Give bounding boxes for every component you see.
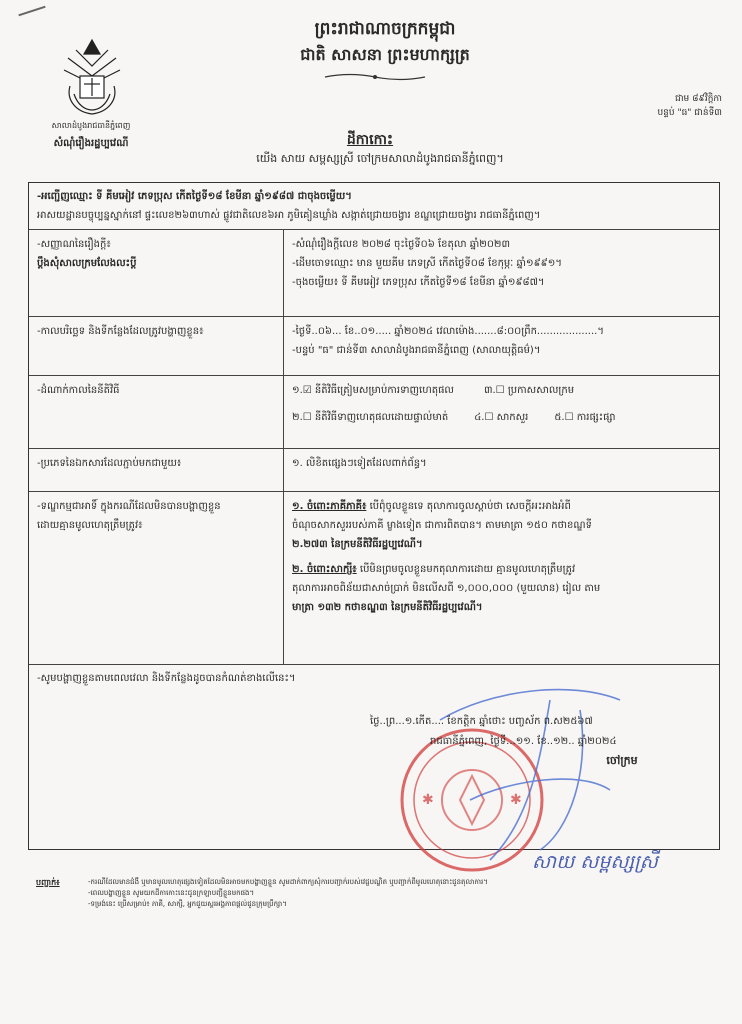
stage-option-preparatory: ១.☑ នីតិវិធីត្រៀមសម្រាប់ការទាញហេតុផល [292, 385, 454, 396]
stage-label: -ដំណាក់កាលនៃនីតិវិធី [37, 385, 120, 396]
ornament-divider-icon [320, 72, 430, 82]
schedule-label: -កាលបរិច្ឆេទ និងទីកន្លែងដែលត្រូវបង្ហាញខ្លួន៖ [37, 326, 204, 337]
case-row [29, 230, 719, 317]
court-name: សាលាដំបូងរាជធានីភ្នំពេញ [51, 121, 131, 130]
motto-heading: ជាតិ សាសនា ព្រះមហាក្សត្រ [300, 45, 470, 64]
schedule-row [29, 317, 719, 376]
kingdom-heading: ព្រះរាជាណាចក្រកម្ពុជា [314, 19, 456, 39]
closing-instruction: -សូមបង្ហាញខ្លួនតាមពេលវេលា និងទីកន្លែងដូចបានកំណត់ខាងលើនេះ។ [37, 673, 296, 684]
penalty-witness-text-2: តុលាការអាចពិន័យជាសាច់ប្រាក់ មិនលើសពី ១,០០០,០០០ (មួយលាន) រៀល តាម [292, 583, 601, 594]
signer-name: សាយ សម្ពស្សស្រី [532, 851, 658, 873]
reference-number: ជាម ៨៩វិក្តិកា [674, 94, 722, 104]
stage-option-oral: ២.☐ នីតិវិធីទាញហេតុផលដោយផ្ទាល់មាត់ [292, 412, 449, 423]
reference-room: បន្ទប់ "ធ" ជាន់ទី៣ [657, 108, 722, 118]
note-3: -ទម្រង់នេះ ប្រើសម្រាប់៖ ភាគី, សាក្សី, អ្នកជួយស្គរអង្គភាពផ្តល់ជូនក្រុមប្រឹក្សា។ [88, 900, 287, 908]
reference-block [612, 92, 722, 120]
note-2: -ពេលបង្ហាញខ្លួន សូមយកដីកាកោះនេះជូនក្រឡាបញ្ជីខ្លួនមកផង។ [88, 889, 255, 897]
signer-role: ចៅក្រម [606, 754, 638, 767]
attached-documents-row [29, 449, 719, 492]
note-1: -ករណីដែលមានជំងឺ ឬមានមូលហេតុផ្សេងទៀតដែលមិនអាចមកបង្ហាញខ្លួន សូមដាក់ពាក្យសុំការបញ្ជាក់របស់វេជ្ជបណ្ឌិត ឬបញ្ជាក់ពីមូលហេតុនោះជូនតុលាការ។ [88, 878, 488, 886]
signature-block [370, 712, 710, 752]
issuing-judge-line: យើង សាយ សម្ពស្សស្រី ចៅក្រមសាលាដំបូងរាជធានីភ្នំពេញ។ [256, 152, 504, 165]
notes [88, 877, 648, 910]
penalty-witness-title: ២. ចំពោះសាក្សី៖ [292, 564, 357, 575]
penalty-witness-text: បើមិនព្រមចូលខ្លួនមកតុលាការដោយ គ្មានមូលហេតុត្រឹមត្រូវ [359, 564, 576, 575]
place-date: រាជធានីភ្នំពេញ, ថ្ងៃទី...១១. ខែ..១២.. ឆ្នាំ២០២៤ [430, 736, 617, 747]
lunar-date: ថ្ងៃ..ព្រ...១.កើត.... ខែកត្តិក ឆ្នាំថោះ បញ្ចស័ក ព.ស២៥៦៧ [370, 716, 593, 727]
penalty-label-cont: ដោយគ្មានមូលហេតុត្រឹមត្រូវ៖ [37, 520, 143, 531]
penalty-party-text: បើពុំចូលខ្លួនទេ តុលាការចូលស្តាប់ថា សេចក្តីអះអាងអំពី [369, 501, 571, 512]
penalty-party-text-2: ចំណុចសាកសួររបស់ភាគី ម្ខាងទៀត ជាការពិតបាន។ តាមមាត្រា ១៥០ កថាខណ្ឌទី [292, 520, 592, 531]
court-emblem-icon [56, 36, 128, 122]
stage-option-conciliation: ៥.☐ ការផ្សះផ្សា [554, 412, 616, 423]
stage-option-inquiry: ៤.☐ សាកសួរ [474, 412, 529, 423]
notes-label: បញ្ជាក់៖ [36, 878, 60, 887]
penalty-party-text-3: ២.២៧៣ នៃក្រមនីតិវិធីរដ្ឋប្បវេណី។ [292, 539, 423, 550]
penalty-label: -ទណ្ឌកម្មជាអាទិ៍ ក្នុងករណីដែលមិនបានបង្ហាញខ្លួន [37, 501, 221, 512]
plaintiff: -ដើមចោទឈ្មោះ មាន មួយគីម ភេទស្រី កើតថ្ងៃទី០៨ ខែកុម្ភៈ ឆ្នាំ១៩៩១។ [292, 258, 562, 269]
case-category: សំណុំរឿងរដ្ឋប្បវេណី [53, 138, 129, 149]
stage-option-judgment: ៣.☐ ប្រកាសសាលក្រម [483, 385, 575, 396]
defendant: -ចុងចម្លើយ៖ ទី គីមអៀវ ភេទប្រុស កើតថ្ងៃទី១៨ ខែមីនា ឆ្នាំ១៩៨៧។ [292, 277, 545, 288]
appearance-place: -បន្ទប់ "ធ" ជាន់ទី៣ សាលាដំបូងរាជធានីភ្នំពេញ (សាលាយុត្តិធម៌)។ [292, 345, 541, 356]
case-file-number: -សំណុំរឿងក្តីលេខ ២០២៨ ចុះថ្ងៃទី០៦ ខែតុលា ឆ្នាំ២០២៣ [292, 239, 511, 250]
penalty-witness-text-3: មាត្រា ១៣២ កថាខណ្ឌ៣ នៃក្រមនីតិវិធីរដ្ឋប្បវេណី។ [292, 602, 483, 613]
summoned-person-row [29, 183, 719, 230]
summoned-person: -អញ្ជើញឈ្មោះ ទី គីមអៀវ ភេទប្រុស កើតថ្ងៃទី១៨ ខែមីនា ឆ្នាំ១៩៨៧ ជាចុងចម្លើយ។ [37, 191, 352, 202]
penalty-row [29, 492, 719, 665]
case-type: ប្តឹងសុំសាលក្រមលែងលះប្តី [37, 258, 137, 269]
svg-text:✱: ✱ [422, 792, 434, 808]
svg-text:✱: ✱ [510, 792, 522, 808]
documents-value: ១. លិខិតផ្សេងៗទៀតដែលពាក់ព័ន្ធ។ [292, 458, 427, 469]
procedure-stage-row [29, 376, 719, 449]
document-title: ដីកាកោះ [346, 132, 394, 148]
documents-label: -ប្រភេទនៃឯកសារដែលភ្ជាប់មកជាមួយ៖ [37, 458, 182, 469]
appearance-date: -ថ្ងៃទី..០៦... ខែ..០១..... ឆ្នាំ២០២៤ វេលាម៉ោង.......៨:០០ព្រឹក...................។ [292, 326, 604, 337]
judge-signature-icon [430, 680, 630, 870]
case-label: -សញ្ញាណនៃរឿងក្តី៖ [37, 239, 111, 250]
summoned-address: អាសយដ្ឋានបច្ចុប្បន្នស្នាក់នៅ ផ្ទះលេខ២៦៣ហាស់ ផ្លូវជាតិលេខ៦អា ភូមិគៀនឃ្លាំង សង្កាត់ជ្រោយចង្វារ ខណ្ឌជ្រោយចង្វារ រាជធានីភ្នំពេញ។ [37, 210, 541, 221]
penalty-party-title: ១. ចំពោះភាគីភាគី៖ [292, 501, 367, 512]
